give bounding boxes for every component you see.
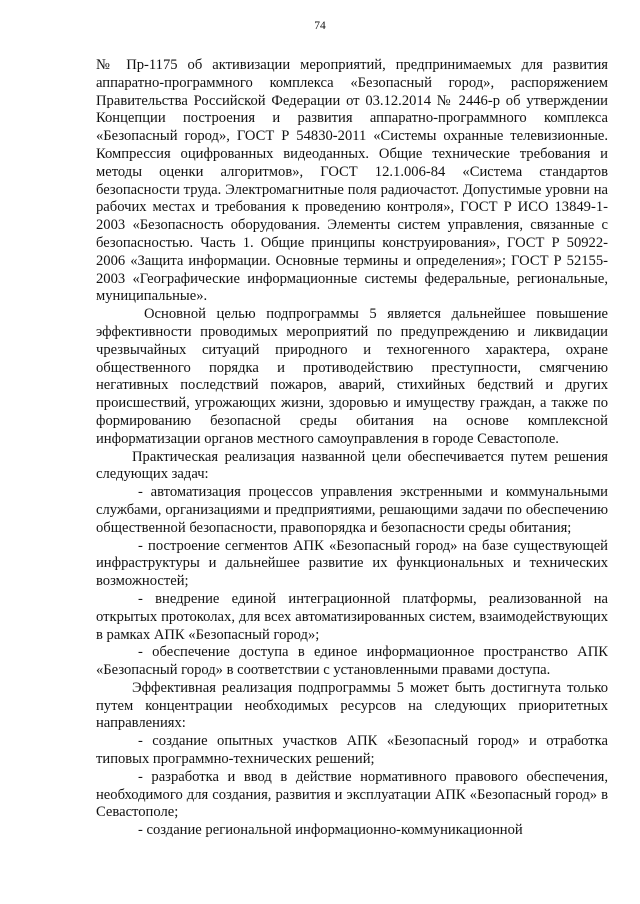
priority-item-regulations: - разработка и ввод в действие нормативного правового обеспечения, необходимого для создания, развития и эксплуатации АПК «Безопасный город» в Севастополе; <box>96 768 608 821</box>
priority-item-regional-infrastructure: - создание региональной информационно-коммуникационной <box>138 822 523 839</box>
page-number: 74 <box>314 20 326 32</box>
paragraph-main-goal: Основной целью подпрограммы 5 является дальнейшее повышение эффективности проводимых мероприятий по предупреждению и ликвидации чрезвычайных ситуаций природного и техногенного характера, охране общественного порядка и противодействию преступности, смягчению негативных последствий пожаров, аварий, стихийных бедствий и других происшествий, угрожающих жизни, здоровью и имуществу граждан, а также по формированию безопасной среды обитания на основе комплексной информатизации органов местного самоуправления в городе Севастополе. <box>96 306 608 447</box>
document-body <box>96 57 608 840</box>
priority-item-pilot-areas: - создание опытных участков АПК «Безопасный город» и отработка типовых программно-технических решений; <box>96 733 608 768</box>
paragraph-tasks-intro: Практическая реализация названной цели обеспечивается путем решения следующих задач: <box>96 448 608 483</box>
paragraph-priorities-intro: Эффективная реализация подпрограммы 5 может быть достигнута только путем концентрации необходимых ресурсов на следующих приоритетных направлениях: <box>96 679 608 732</box>
task-item-integration-platform: - внедрение единой интеграционной платформы, реализованной на открытых протоколах, для всех автоматизированных систем, взаимодействующих в рамках АПК «Безопасный город»; <box>96 590 608 643</box>
paragraph-legal-references: № Пр-1175 об активизации мероприятий, предпринимаемых для развития аппаратно-программного комплекса «Безопасный город», распоряжением Правительства Российской Федерации от 03.12.2014 № 2446-р об утверждении Концепции построения и развития аппаратно-программного комплекса «Безопасный город», ГОСТ Р 54830-2011 «Системы охранные телевизионные. Компрессия оцифрованных видеоданных. Общие технические требования и методы оценки алгоритмов», ГОСТ 12.1.006-84 «Система стандартов безопасности труда. Электромагнитные поля радиочастот. Допустимые уровни на рабочих местах и требования к проведению контроля», ГОСТ Р ИСО 13849-1-2003 «Безопасность оборудования. Элементы систем управления, связанные с безопасностью. Часть 1. Общие принципы конструирования», ГОСТ Р 50922-2006 «Защита информации. Основные термины и определения»; ГОСТ Р 52155-2003 «Географические информационные системы федеральные, региональные, муниципальные». <box>96 57 608 305</box>
task-item-access: - обеспечение доступа в единое информационное пространство АПК «Безопасный город» в соответствии с установленными правами доступа. <box>96 644 608 679</box>
task-item-automation: - автоматизация процессов управления экстренными и коммунальными службами, организациями и предприятиями, решающими задачи по обеспечению общественной безопасности, правопорядка и безопасности среды обитания; <box>96 484 608 536</box>
task-item-segments: - построение сегментов АПК «Безопасный город» на базе существующей инфраструктуры и дальнейшее развитие их функциональных и технических возможностей; <box>96 537 608 590</box>
